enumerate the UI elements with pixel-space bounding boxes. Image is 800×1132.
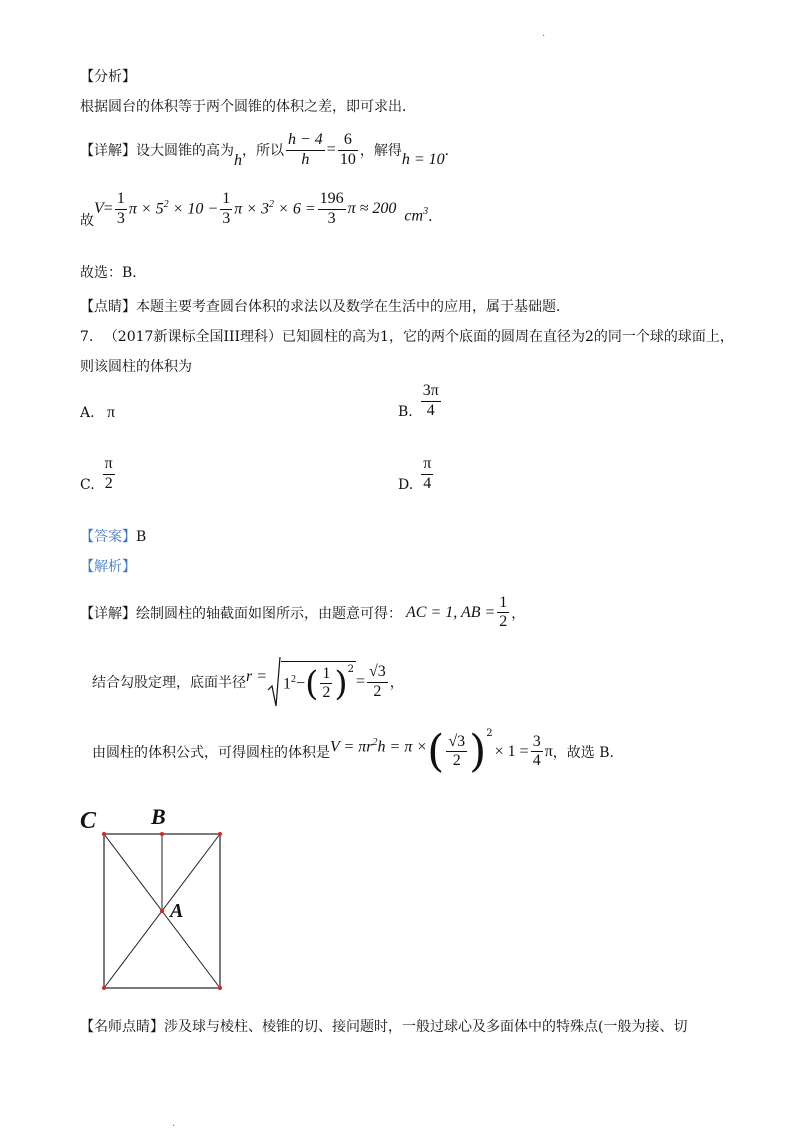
option-b-label: B. — [398, 404, 413, 420]
pythag-eq: = — [355, 673, 365, 690]
detail2-ac: AC = 1, AB = — [406, 603, 496, 621]
answer-value: B — [136, 529, 147, 545]
comment-line — [80, 296, 570, 316]
detail1-equals: = — [326, 141, 336, 158]
question-7-number: 7. — [80, 329, 94, 345]
option-b[interactable] — [398, 382, 443, 420]
famous-comment-header: 【名师点睛】 — [80, 1019, 164, 1035]
pythag-half: $\frac{1}{2}$ — [322, 664, 331, 701]
cyl-volume-pi: π — [544, 742, 553, 760]
cyl-volume-text: 由圆柱的体积公式，可得圆柱的体积是 — [92, 744, 330, 761]
option-a-label: A. — [80, 405, 95, 421]
option-d[interactable] — [398, 455, 435, 493]
pythag-result: $\frac{√3}{2}$ — [369, 663, 386, 700]
volume-part2: $\pi \times 3^2 \times 6$ = — [234, 199, 316, 218]
detail1-text-c: ，解得 — [359, 143, 402, 159]
comment-text: 本题主要考查圆台体积的求法以及数学在生活中的应用，属于基础题． — [136, 299, 570, 315]
detail1-header: 【详解】 — [80, 143, 136, 159]
detail1-text-b: ，所以 — [242, 143, 284, 159]
figure-svg — [78, 804, 238, 1004]
vertex-b — [160, 832, 164, 836]
option-d-label: D. — [398, 477, 414, 493]
volume-frac-third-2: $\frac{1}{3}$ — [222, 190, 231, 227]
vertex-a — [160, 909, 164, 913]
option-a-value: π — [107, 404, 116, 421]
detail1-end: ． — [444, 143, 459, 159]
option-c-fraction: $\frac{\pi}{2}$ — [104, 455, 113, 492]
detail2-line — [80, 594, 525, 632]
detail2-end: ， — [511, 605, 526, 622]
question-7-line1 — [80, 326, 734, 346]
pythag-r: r = — [246, 668, 268, 685]
cylinder-cross-section-figure — [78, 804, 238, 1004]
pythag-end: ， — [389, 675, 404, 691]
answer-header: 【答案】 — [80, 529, 136, 545]
pythag-line — [92, 656, 404, 708]
sqrt-sign-icon — [267, 656, 281, 708]
pythag-minus: − — [296, 674, 306, 692]
page-mark-top: . — [542, 28, 546, 39]
option-a[interactable] — [80, 404, 115, 422]
detail1-line — [80, 130, 459, 170]
answer-choice: 故选：B． — [80, 265, 147, 281]
question-7-text1: （2017新课标全国III理科）已知圆柱的高为1，它的两个底面的圆周在直径为2的同一个球的球面上， — [103, 329, 734, 345]
label-c: C — [80, 808, 97, 834]
vertex-top-right — [218, 832, 222, 836]
option-d-fraction: $\frac{\pi}{4}$ — [423, 455, 432, 492]
volume-prefix: 故 — [80, 213, 94, 229]
volume-eq: = — [103, 200, 113, 217]
volume-end: ． — [428, 209, 443, 225]
detail1-text-a: 设大圆锥的高为 — [136, 143, 234, 159]
sqrt-radical — [267, 656, 356, 708]
page-mark-bottom: . — [172, 1118, 176, 1129]
vertex-bottom-left — [102, 986, 106, 990]
detail1-fraction-2: $\frac{6}{10}$ — [339, 131, 356, 168]
detail2-header: 【详解】 — [80, 605, 136, 622]
question-7-text2: 则该圆柱的体积为 — [80, 359, 192, 375]
volume-part1: $\pi \times 5^2 \times 10$ − — [128, 199, 219, 218]
detail2-half: $\frac{1}{2}$ — [499, 594, 508, 631]
comment-header: 【点睛】 — [80, 299, 136, 315]
cyl-volume-result: $\frac{3}{4}$ — [532, 732, 541, 769]
cyl-volume-formula: $V = \pi r^2h = \pi$ × — [330, 736, 428, 756]
volume-frac-196: $\frac{196}{3}$ — [319, 190, 344, 227]
analysis-text: 根据圆台的体积等于两个圆锥的体积之差，即可求出． — [80, 99, 416, 115]
label-a: A — [170, 900, 184, 922]
explanation-header: 【解析】 — [80, 559, 136, 575]
cyl-volume-times: × 1 = — [494, 742, 529, 760]
pythag-one: $1^2$ — [283, 673, 297, 693]
option-b-fraction: $\frac{3\pi}{4}$ — [422, 382, 439, 419]
cyl-volume-end: ，故选 B. — [552, 744, 614, 761]
label-b: B — [151, 804, 166, 829]
detail2-text: 绘制圆柱的轴截面如图所示，由题意可得： — [136, 605, 402, 622]
pythag-text: 结合勾股定理，底面半径 — [92, 675, 246, 691]
cyl-volume-frac: $\frac{√3}{2}$ — [448, 732, 466, 769]
volume-part3: π ≈ 200 — [347, 200, 397, 217]
volume-line — [80, 188, 442, 230]
vertex-c — [102, 832, 106, 836]
famous-comment-line — [80, 1016, 687, 1036]
volume-var-v: V — [94, 200, 104, 217]
detail1-result: h = 10 — [401, 151, 445, 168]
cyl-volume-line: 由圆柱的体积公式，可得圆柱的体积是 $V = \pi r^2h = \pi$ × ( $\frac{√3}{2}$ ) $^2$ × 1 = $\frac{3}{4}$ π ，故选 B. — [92, 726, 614, 777]
vertex-bottom-right — [218, 986, 222, 990]
famous-comment-text: 涉及球与棱柱、棱锥的切、接问题时，一般过球心及多面体中的特殊点(一般为接、切 — [164, 1019, 688, 1035]
option-c[interactable] — [80, 455, 117, 493]
analysis-header: 【分析】 — [80, 69, 136, 85]
option-c-label: C. — [80, 477, 95, 493]
sqrt-body: $1^2$ − ( $\frac{1}{2}$ ) $^2$ — [281, 661, 356, 704]
detail1-var-h: h — [234, 152, 242, 169]
volume-frac-third-1: $\frac{1}{3}$ — [116, 190, 125, 227]
volume-unit: $cm^3$ — [404, 206, 429, 225]
answer-line — [80, 526, 146, 546]
detail1-fraction-1: $\frac{h - 4}{h}$ — [288, 131, 323, 168]
